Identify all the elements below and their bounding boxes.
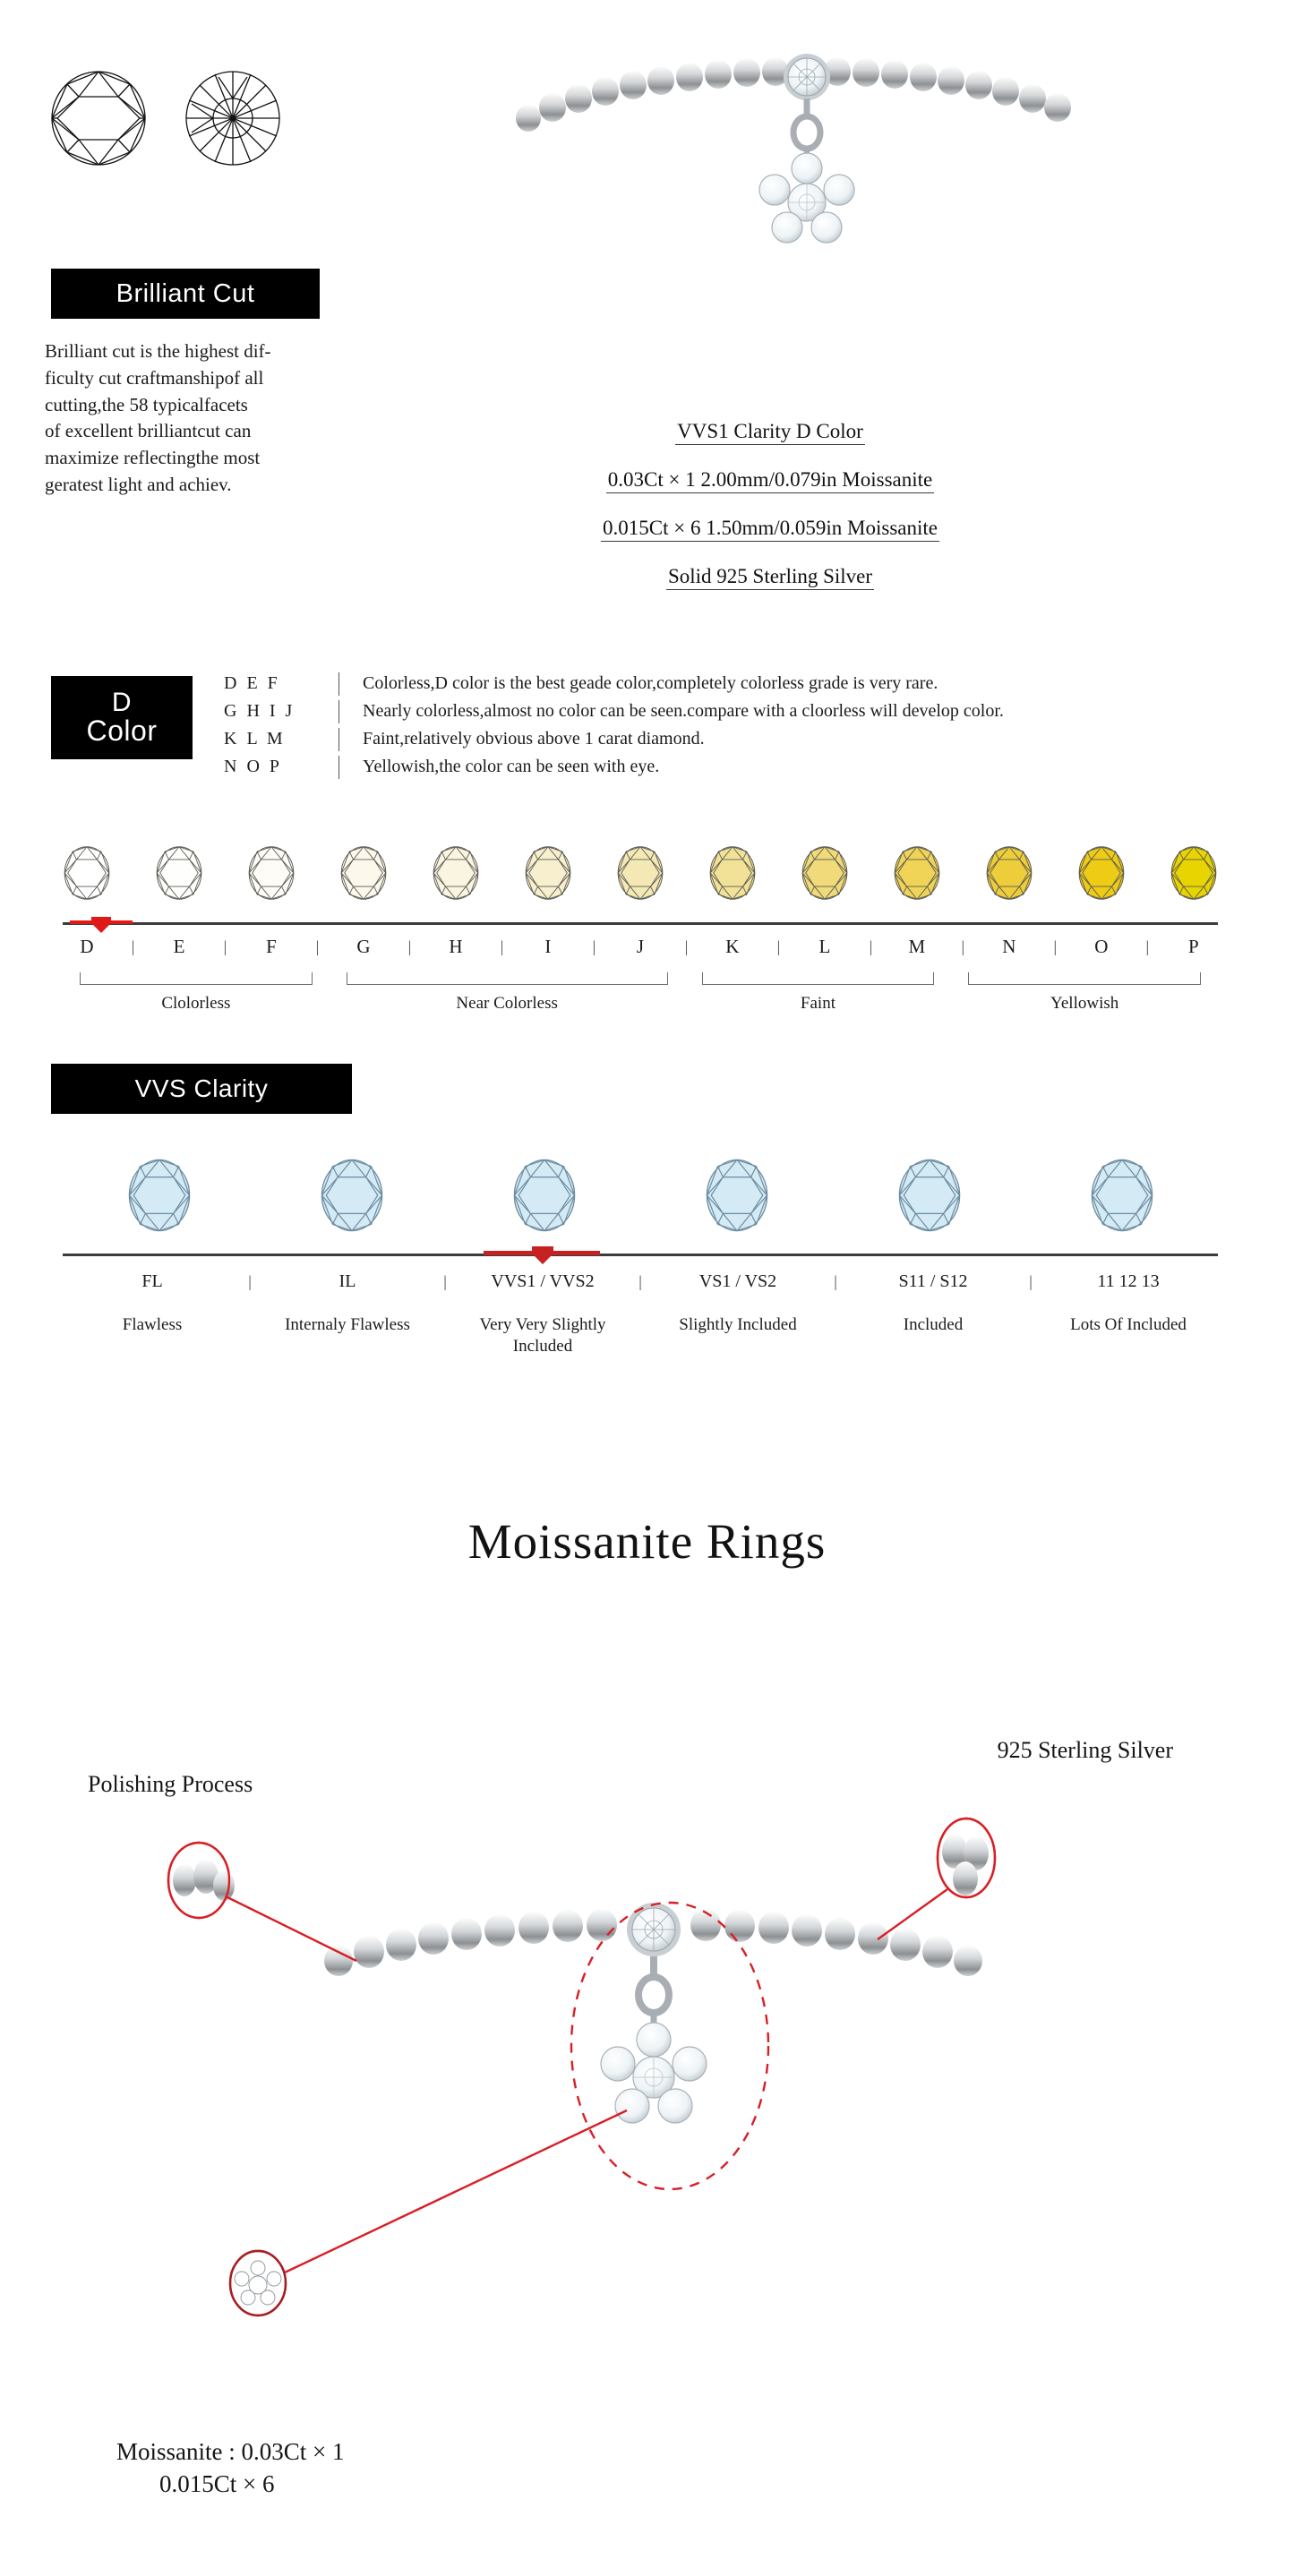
color-grade-text: Nearly colorless,almost no color can be seen.compare with a cloorless will develop color. [363,701,1004,721]
sterling-silver-label: 925 Sterling Silver [997,1737,1173,1763]
hero-spec-1: 0.03Ct × 1 2.00mm/0.079in Moissanite [606,469,934,493]
clarity-separator: | [638,1271,642,1290]
polishing-callout [168,1843,356,1961]
clarity-separator: | [443,1271,447,1290]
color-scale-letter-D: D [80,935,94,957]
moissanite-caption-line1: Moissanite : 0.03Ct × 1 [116,2438,345,2465]
vvs-clarity-chip [51,1064,352,1114]
color-grade-table [224,670,1227,781]
round-brilliant-top-view-icon [52,72,145,165]
clarity-scale-labels [63,1266,1218,1297]
clarity-description: Lots Of Included [1070,1315,1187,1334]
divider [338,672,339,696]
color-grade-letters: D E F [224,673,280,693]
clarity-label-VVS1VVS2: VVS1 / VVS2 [491,1271,595,1291]
color-scale-letters [63,931,1218,962]
color-grade-row [224,725,1227,753]
clarity-label-FL: FL [141,1271,163,1291]
scale-separator: | [500,937,504,955]
color-selected-marker [70,915,133,933]
vvs-clarity-chip-label: VVS Clarity [134,1074,269,1102]
d-color-chip-word: Color [86,715,158,748]
clarity-gem-cell [1025,1158,1218,1233]
annotated-center-stone [627,1903,681,1956]
clarity-descriptions [63,1314,1218,1377]
divider [338,728,339,751]
clarity-selected-marker [484,1245,600,1264]
group-label: Faint [800,994,836,1013]
clarity-gem-cell [63,1158,255,1233]
cut-line-0: Brilliant cut is the highest dif- [45,340,271,362]
divider [338,700,339,723]
silver-zoom-bubble [938,1819,995,1897]
clarity-separator: | [834,1271,837,1290]
scale-separator: | [684,937,689,955]
color-scale-letter-N: N [1002,935,1016,957]
scale-separator: | [1053,937,1058,955]
color-gem-K [708,845,757,901]
color-gem-N [985,845,1033,901]
clarity-gem [1084,1158,1160,1233]
group-bracket [347,972,668,985]
clarity-description: Flawless [122,1315,183,1334]
clarity-gem [314,1158,390,1233]
polishing-process-label: Polishing Process [88,1771,253,1797]
scale-separator: | [776,937,781,955]
color-gem-L [801,845,849,901]
color-grade-row [224,670,1227,697]
color-grade-letters: G H I J [224,701,296,721]
color-group [330,972,685,1026]
annotated-flower-charm [601,2023,707,2123]
color-gem-M [893,845,941,901]
round-brilliant-facet-view-icon [186,72,279,165]
group-label: Near Colorless [456,994,558,1013]
clarity-gem-cell [640,1158,833,1233]
scale-separator: | [961,937,965,955]
cut-line-2: cutting,the 58 typicalfacets [45,393,248,415]
cut-line-5: geratest light and achiev. [45,474,232,496]
clarity-gem [699,1158,775,1233]
scale-separator: | [869,937,873,955]
clarity-gem-strip [63,1151,1218,1240]
center-stone [784,54,830,100]
d-color-chip-letter: D [111,688,133,718]
color-scale-letter-P: P [1187,935,1199,957]
color-scale-letter-M: M [908,935,926,957]
color-gem-H [432,845,480,901]
color-gem-P [1170,845,1218,901]
group-label: Yellowish [1050,994,1119,1013]
color-grade-text: Faint,relatively obvious above 1 carat diamond. [363,729,705,749]
silver-callout [878,1819,995,1939]
color-gem-J [616,845,664,901]
flower-charm [759,153,854,243]
scale-separator: | [592,937,596,955]
cut-line-3: of excellent brilliantcut can [45,420,252,442]
color-scale-axis [63,922,1218,925]
color-scale-letter-F: F [266,935,277,957]
scale-separator: | [131,937,135,955]
clarity-label-111213: 11 12 13 [1097,1271,1160,1291]
hero-spec-list [501,421,1039,614]
cut-line-1: ficulty cut craftmanshipof all [45,366,264,389]
color-grade-letters: N O P [224,757,283,776]
clarity-description: Very Very Slightly Included [479,1315,606,1356]
moissanite-callout [230,2110,627,2315]
clarity-label-VS1VS2: VS1 / VS2 [698,1271,777,1291]
clarity-gem-cell [833,1158,1025,1233]
color-group [63,972,330,1026]
color-grade-text: Yellowish,the color can be seen with eye. [363,757,660,776]
clarity-gem [892,1158,967,1233]
color-group [951,972,1218,1026]
color-scale-letter-G: G [356,935,371,957]
scale-separator: | [407,937,412,955]
scale-separator: | [1145,937,1150,955]
color-scale-letter-O: O [1094,935,1109,957]
group-bracket [968,972,1201,985]
brilliant-cut-chip [51,269,320,319]
group-bracket [702,972,935,985]
color-scale-letter-K: K [725,935,740,957]
color-scale-letter-I: I [544,935,552,957]
clarity-gem-cell [448,1158,640,1233]
color-gem-O [1077,845,1126,901]
color-scale-letter-L: L [818,935,831,957]
color-gem-E [155,845,203,901]
scale-separator: | [223,937,227,955]
color-grade-row [224,753,1227,781]
color-group [685,972,952,1026]
clarity-description: Slightly Included [679,1315,797,1334]
group-label: Clolorless [161,994,231,1013]
color-grade-text: Colorless,D color is the best geade color,completely colorless grade is very rare. [363,673,938,693]
moissanite-zoom-bubble [230,2251,286,2315]
scale-separator: | [315,937,320,955]
color-scale-letter-J: J [636,935,644,957]
color-gem-F [247,845,296,901]
group-bracket [80,972,313,985]
clarity-separator: | [248,1271,252,1290]
color-scale-letter-H: H [449,935,463,957]
clarity-scale-axis [63,1254,1218,1256]
clarity-gem [122,1158,197,1233]
polishing-zoom-bubble [168,1843,235,1918]
brilliant-cut-icons [43,64,330,172]
color-grade-row [224,697,1227,725]
cut-line-4: maximize reflectingthe most [45,447,261,469]
hero-spec-3: Solid 925 Sterling Silver [666,566,874,590]
hero-ring-image [506,36,1079,394]
ring-band [516,54,1071,132]
color-scale-letter-E: E [173,935,185,957]
clarity-separator: | [1029,1271,1033,1290]
moissanite-caption-line2: 0.015Ct × 6 [159,2470,275,2498]
color-gem-D [63,845,111,901]
page-title: Moissanite Rings [467,1514,827,1569]
hero-spec-0: VVS1 Clarity D Color [675,421,865,445]
annotated-charm-bail [638,1956,669,2031]
moissanite-caption [116,2435,344,2501]
color-gem-I [524,845,572,901]
hero-spec-2: 0.015Ct × 6 1.50mm/0.059in Moissanite [601,518,939,542]
divider [338,756,339,779]
d-color-chip [51,676,193,759]
color-gem-G [339,845,388,901]
color-grade-letters: K L M [224,729,286,749]
clarity-gem-cell [255,1158,448,1233]
color-group-labels [63,972,1218,1026]
clarity-label-S11S12: S11 / S12 [898,1271,968,1291]
brilliant-cut-chip-label: Brilliant Cut [116,278,255,308]
clarity-gem [507,1158,582,1233]
clarity-description: Included [903,1315,964,1334]
brilliant-cut-description [45,338,340,499]
clarity-label-IL: IL [338,1271,356,1291]
color-swatch-strip [63,833,1218,913]
clarity-description: Internaly Flawless [285,1315,410,1334]
